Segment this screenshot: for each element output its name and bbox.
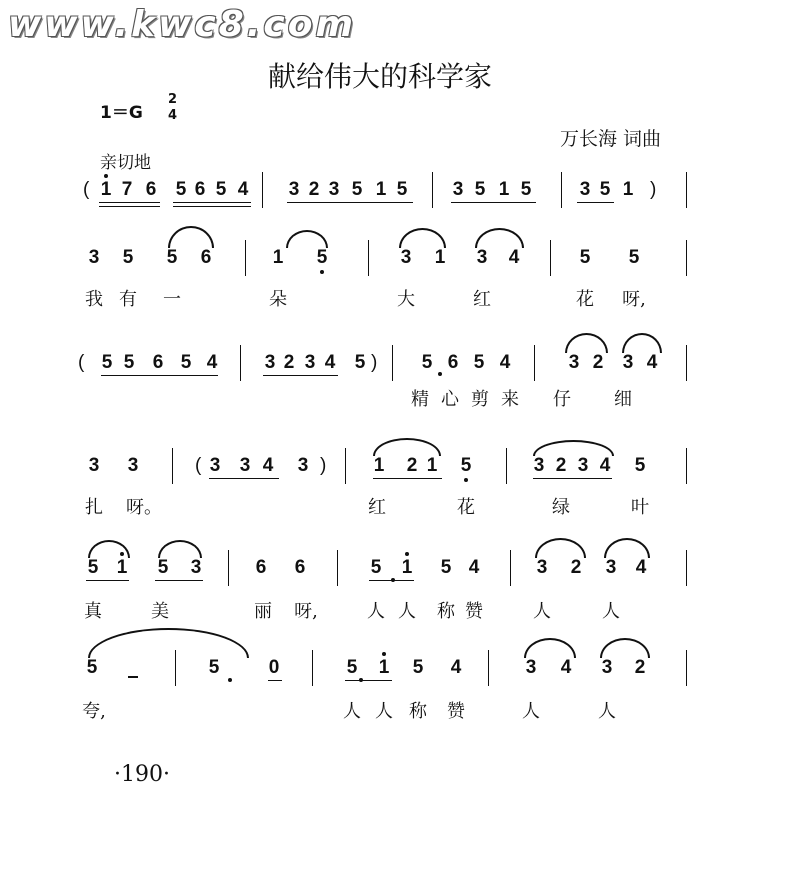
lyric: 赞 bbox=[447, 701, 465, 722]
lyric: 人 bbox=[367, 601, 385, 622]
barline bbox=[240, 345, 241, 381]
note: 2 bbox=[555, 455, 567, 476]
slur bbox=[88, 628, 249, 658]
hold-dash bbox=[128, 676, 138, 678]
note: 4 bbox=[324, 352, 336, 373]
barline bbox=[172, 448, 173, 484]
octave-dot bbox=[320, 270, 324, 274]
augmentation-dot bbox=[391, 578, 395, 582]
barline bbox=[686, 240, 687, 276]
note: 3 bbox=[525, 657, 537, 678]
note: 3 bbox=[297, 455, 309, 476]
note: 3 bbox=[533, 455, 545, 476]
note: 3 bbox=[400, 247, 412, 268]
augmentation-dot bbox=[438, 372, 442, 376]
note: 5 bbox=[157, 557, 169, 578]
lyric: 呀, bbox=[294, 601, 318, 622]
lyric: 人 bbox=[522, 701, 540, 722]
note: 3 bbox=[264, 352, 276, 373]
note: 6 bbox=[145, 179, 157, 200]
note: 2 bbox=[283, 352, 295, 373]
lyric: 红 bbox=[473, 289, 491, 310]
note: 5 bbox=[628, 247, 640, 268]
note: 5 bbox=[316, 247, 328, 268]
barline bbox=[510, 550, 511, 586]
watermark: www.kwc8.com bbox=[8, 4, 356, 45]
augmentation-dot bbox=[228, 678, 232, 682]
note: 7 bbox=[121, 179, 133, 200]
lyric: 绿 bbox=[552, 497, 570, 518]
underline-beam bbox=[173, 202, 251, 203]
bracket: ) bbox=[650, 179, 657, 200]
note: 0 bbox=[268, 657, 280, 678]
lyric: 剪 bbox=[471, 389, 489, 410]
lyric: 我 bbox=[85, 289, 103, 310]
song-title: 献给伟大的科学家 bbox=[267, 60, 492, 93]
note: 5 bbox=[101, 352, 113, 373]
lyric: 仔 bbox=[553, 389, 571, 410]
lyric: 人 bbox=[343, 701, 361, 722]
note: 5 bbox=[370, 557, 382, 578]
note: 4 bbox=[450, 657, 462, 678]
underline-beam bbox=[345, 680, 392, 681]
time-signature-top: 2 bbox=[168, 92, 178, 107]
lyric: 真 bbox=[84, 601, 102, 622]
note: 4 bbox=[508, 247, 520, 268]
note: 5 bbox=[599, 179, 611, 200]
underline-beam bbox=[263, 375, 338, 376]
lyric: 细 bbox=[614, 389, 632, 410]
barline bbox=[550, 240, 551, 276]
note: 3 bbox=[88, 455, 100, 476]
slur bbox=[88, 540, 130, 558]
barline bbox=[561, 172, 562, 208]
barline bbox=[686, 448, 687, 484]
lyric: 红 bbox=[368, 497, 386, 518]
bracket: ( bbox=[83, 179, 90, 200]
barline bbox=[262, 172, 263, 208]
note: 3 bbox=[605, 557, 617, 578]
lyric: 人 bbox=[398, 601, 416, 622]
note: 6 bbox=[447, 352, 459, 373]
note: 5 bbox=[175, 179, 187, 200]
note: 4 bbox=[237, 179, 249, 200]
barline bbox=[686, 172, 687, 208]
slur bbox=[600, 638, 650, 658]
note: 1 bbox=[426, 455, 438, 476]
lyric: 心 bbox=[441, 389, 459, 410]
note: 3 bbox=[209, 455, 221, 476]
note: 4 bbox=[206, 352, 218, 373]
note: 4 bbox=[646, 352, 658, 373]
underline-beam bbox=[451, 202, 536, 203]
underline-beam bbox=[86, 580, 129, 581]
lyric: 美 bbox=[151, 601, 169, 622]
lyric: 人 bbox=[598, 701, 616, 722]
note: 5 bbox=[396, 179, 408, 200]
note: 6 bbox=[194, 179, 206, 200]
slur bbox=[373, 438, 441, 456]
note: 4 bbox=[635, 557, 647, 578]
key-signature: 1＝G bbox=[100, 103, 143, 123]
slur bbox=[475, 228, 524, 248]
barline bbox=[228, 550, 229, 586]
note: 5 bbox=[208, 657, 220, 678]
barline bbox=[534, 345, 535, 381]
note: 5 bbox=[346, 657, 358, 678]
note: 3 bbox=[328, 179, 340, 200]
note: 2 bbox=[406, 455, 418, 476]
note: 1 bbox=[373, 455, 385, 476]
note: 3 bbox=[601, 657, 613, 678]
slur bbox=[286, 230, 328, 248]
note: 5 bbox=[440, 557, 452, 578]
note: 2 bbox=[570, 557, 582, 578]
note: 5 bbox=[87, 557, 99, 578]
note: 5 bbox=[473, 352, 485, 373]
note: 4 bbox=[560, 657, 572, 678]
barline bbox=[245, 240, 246, 276]
lyric: 称 bbox=[437, 601, 455, 622]
note: 6 bbox=[152, 352, 164, 373]
note: 3 bbox=[536, 557, 548, 578]
note: 5 bbox=[86, 657, 98, 678]
note: 3 bbox=[288, 179, 300, 200]
underline-beam bbox=[209, 478, 279, 479]
underline-beam bbox=[101, 375, 218, 376]
note: 3 bbox=[239, 455, 251, 476]
lyric: 丽 bbox=[254, 601, 272, 622]
author-credit: 万长海 词曲 bbox=[560, 128, 662, 150]
underline-beam bbox=[577, 202, 614, 203]
lyric: 花 bbox=[576, 289, 594, 310]
note: 1 bbox=[116, 557, 128, 578]
note: 5 bbox=[460, 455, 472, 476]
octave-dot bbox=[382, 652, 386, 656]
underline-beam bbox=[99, 202, 160, 203]
note: 1 bbox=[498, 179, 510, 200]
lyric: 来 bbox=[501, 389, 519, 410]
underline-beam bbox=[533, 478, 612, 479]
note: 5 bbox=[579, 247, 591, 268]
barline bbox=[506, 448, 507, 484]
underline-beam bbox=[287, 202, 413, 203]
note: 1 bbox=[622, 179, 634, 200]
underline-beam bbox=[173, 206, 251, 207]
bracket: ) bbox=[371, 352, 378, 373]
note: 4 bbox=[262, 455, 274, 476]
lyric: 叶 bbox=[631, 497, 649, 518]
lyric: 花 bbox=[457, 497, 475, 518]
page-number: ·190· bbox=[114, 762, 170, 787]
note: 3 bbox=[622, 352, 634, 373]
note: 1 bbox=[378, 657, 390, 678]
underline-beam bbox=[99, 206, 160, 207]
note: 3 bbox=[304, 352, 316, 373]
note: 5 bbox=[123, 352, 135, 373]
note: 3 bbox=[127, 455, 139, 476]
note: 3 bbox=[190, 557, 202, 578]
note: 6 bbox=[255, 557, 267, 578]
note: 2 bbox=[634, 657, 646, 678]
note: 1 bbox=[100, 179, 112, 200]
note: 3 bbox=[577, 455, 589, 476]
octave-dot bbox=[405, 552, 409, 556]
slur bbox=[565, 333, 608, 353]
note: 6 bbox=[200, 247, 212, 268]
lyric: 大 bbox=[397, 289, 415, 310]
note: 2 bbox=[308, 179, 320, 200]
note: 5 bbox=[166, 247, 178, 268]
bracket: ) bbox=[320, 455, 327, 476]
lyric: 夸, bbox=[82, 701, 106, 722]
note: 5 bbox=[351, 179, 363, 200]
note: 4 bbox=[499, 352, 511, 373]
slur bbox=[399, 228, 446, 248]
note: 5 bbox=[122, 247, 134, 268]
slur bbox=[535, 538, 586, 558]
note: 1 bbox=[401, 557, 413, 578]
lyric: 朵 bbox=[269, 289, 287, 310]
note: 5 bbox=[520, 179, 532, 200]
barline bbox=[686, 550, 687, 586]
lyric: 精 bbox=[411, 389, 429, 410]
note: 5 bbox=[474, 179, 486, 200]
augmentation-dot bbox=[359, 678, 363, 682]
octave-dot bbox=[464, 478, 468, 482]
slur bbox=[604, 538, 650, 558]
lyric: 称 bbox=[409, 701, 427, 722]
lyric: 赞 bbox=[465, 601, 483, 622]
note: 3 bbox=[568, 352, 580, 373]
barline bbox=[432, 172, 433, 208]
tempo-marking: 亲切地 bbox=[100, 153, 151, 173]
barline bbox=[337, 550, 338, 586]
slur bbox=[622, 333, 662, 353]
note: 4 bbox=[468, 557, 480, 578]
note: 5 bbox=[354, 352, 366, 373]
barline bbox=[312, 650, 313, 686]
note: 5 bbox=[634, 455, 646, 476]
octave-dot bbox=[104, 174, 108, 178]
note: 5 bbox=[215, 179, 227, 200]
lyric: 人 bbox=[375, 701, 393, 722]
barline bbox=[488, 650, 489, 686]
bracket: ( bbox=[78, 352, 85, 373]
slur bbox=[533, 440, 614, 456]
barline bbox=[392, 345, 393, 381]
note: 3 bbox=[476, 247, 488, 268]
lyric: 人 bbox=[602, 601, 620, 622]
note: 1 bbox=[272, 247, 284, 268]
lyric: 有 bbox=[119, 289, 137, 310]
note: 3 bbox=[579, 179, 591, 200]
note: 5 bbox=[421, 352, 433, 373]
lyric: 一 bbox=[163, 289, 181, 310]
note: 2 bbox=[592, 352, 604, 373]
lyric: 扎 bbox=[85, 497, 103, 518]
note: 3 bbox=[452, 179, 464, 200]
barline bbox=[345, 448, 346, 484]
note: 4 bbox=[599, 455, 611, 476]
barline bbox=[686, 650, 687, 686]
slur bbox=[168, 226, 214, 248]
note: 5 bbox=[412, 657, 424, 678]
underline-beam bbox=[155, 580, 203, 581]
note: 1 bbox=[375, 179, 387, 200]
slur bbox=[524, 638, 576, 658]
time-signature bbox=[168, 92, 177, 124]
note: 5 bbox=[180, 352, 192, 373]
note: 1 bbox=[434, 247, 446, 268]
note: 3 bbox=[88, 247, 100, 268]
barline bbox=[368, 240, 369, 276]
slur bbox=[158, 540, 202, 558]
time-signature-bottom: 4 bbox=[168, 108, 178, 123]
note: 6 bbox=[294, 557, 306, 578]
barline bbox=[686, 345, 687, 381]
lyric: 呀, bbox=[622, 289, 646, 310]
lyric: 人 bbox=[533, 601, 551, 622]
underline-beam bbox=[373, 478, 442, 479]
bracket: ( bbox=[195, 455, 202, 476]
lyric: 呀。 bbox=[126, 497, 162, 518]
underline-beam bbox=[268, 680, 282, 681]
